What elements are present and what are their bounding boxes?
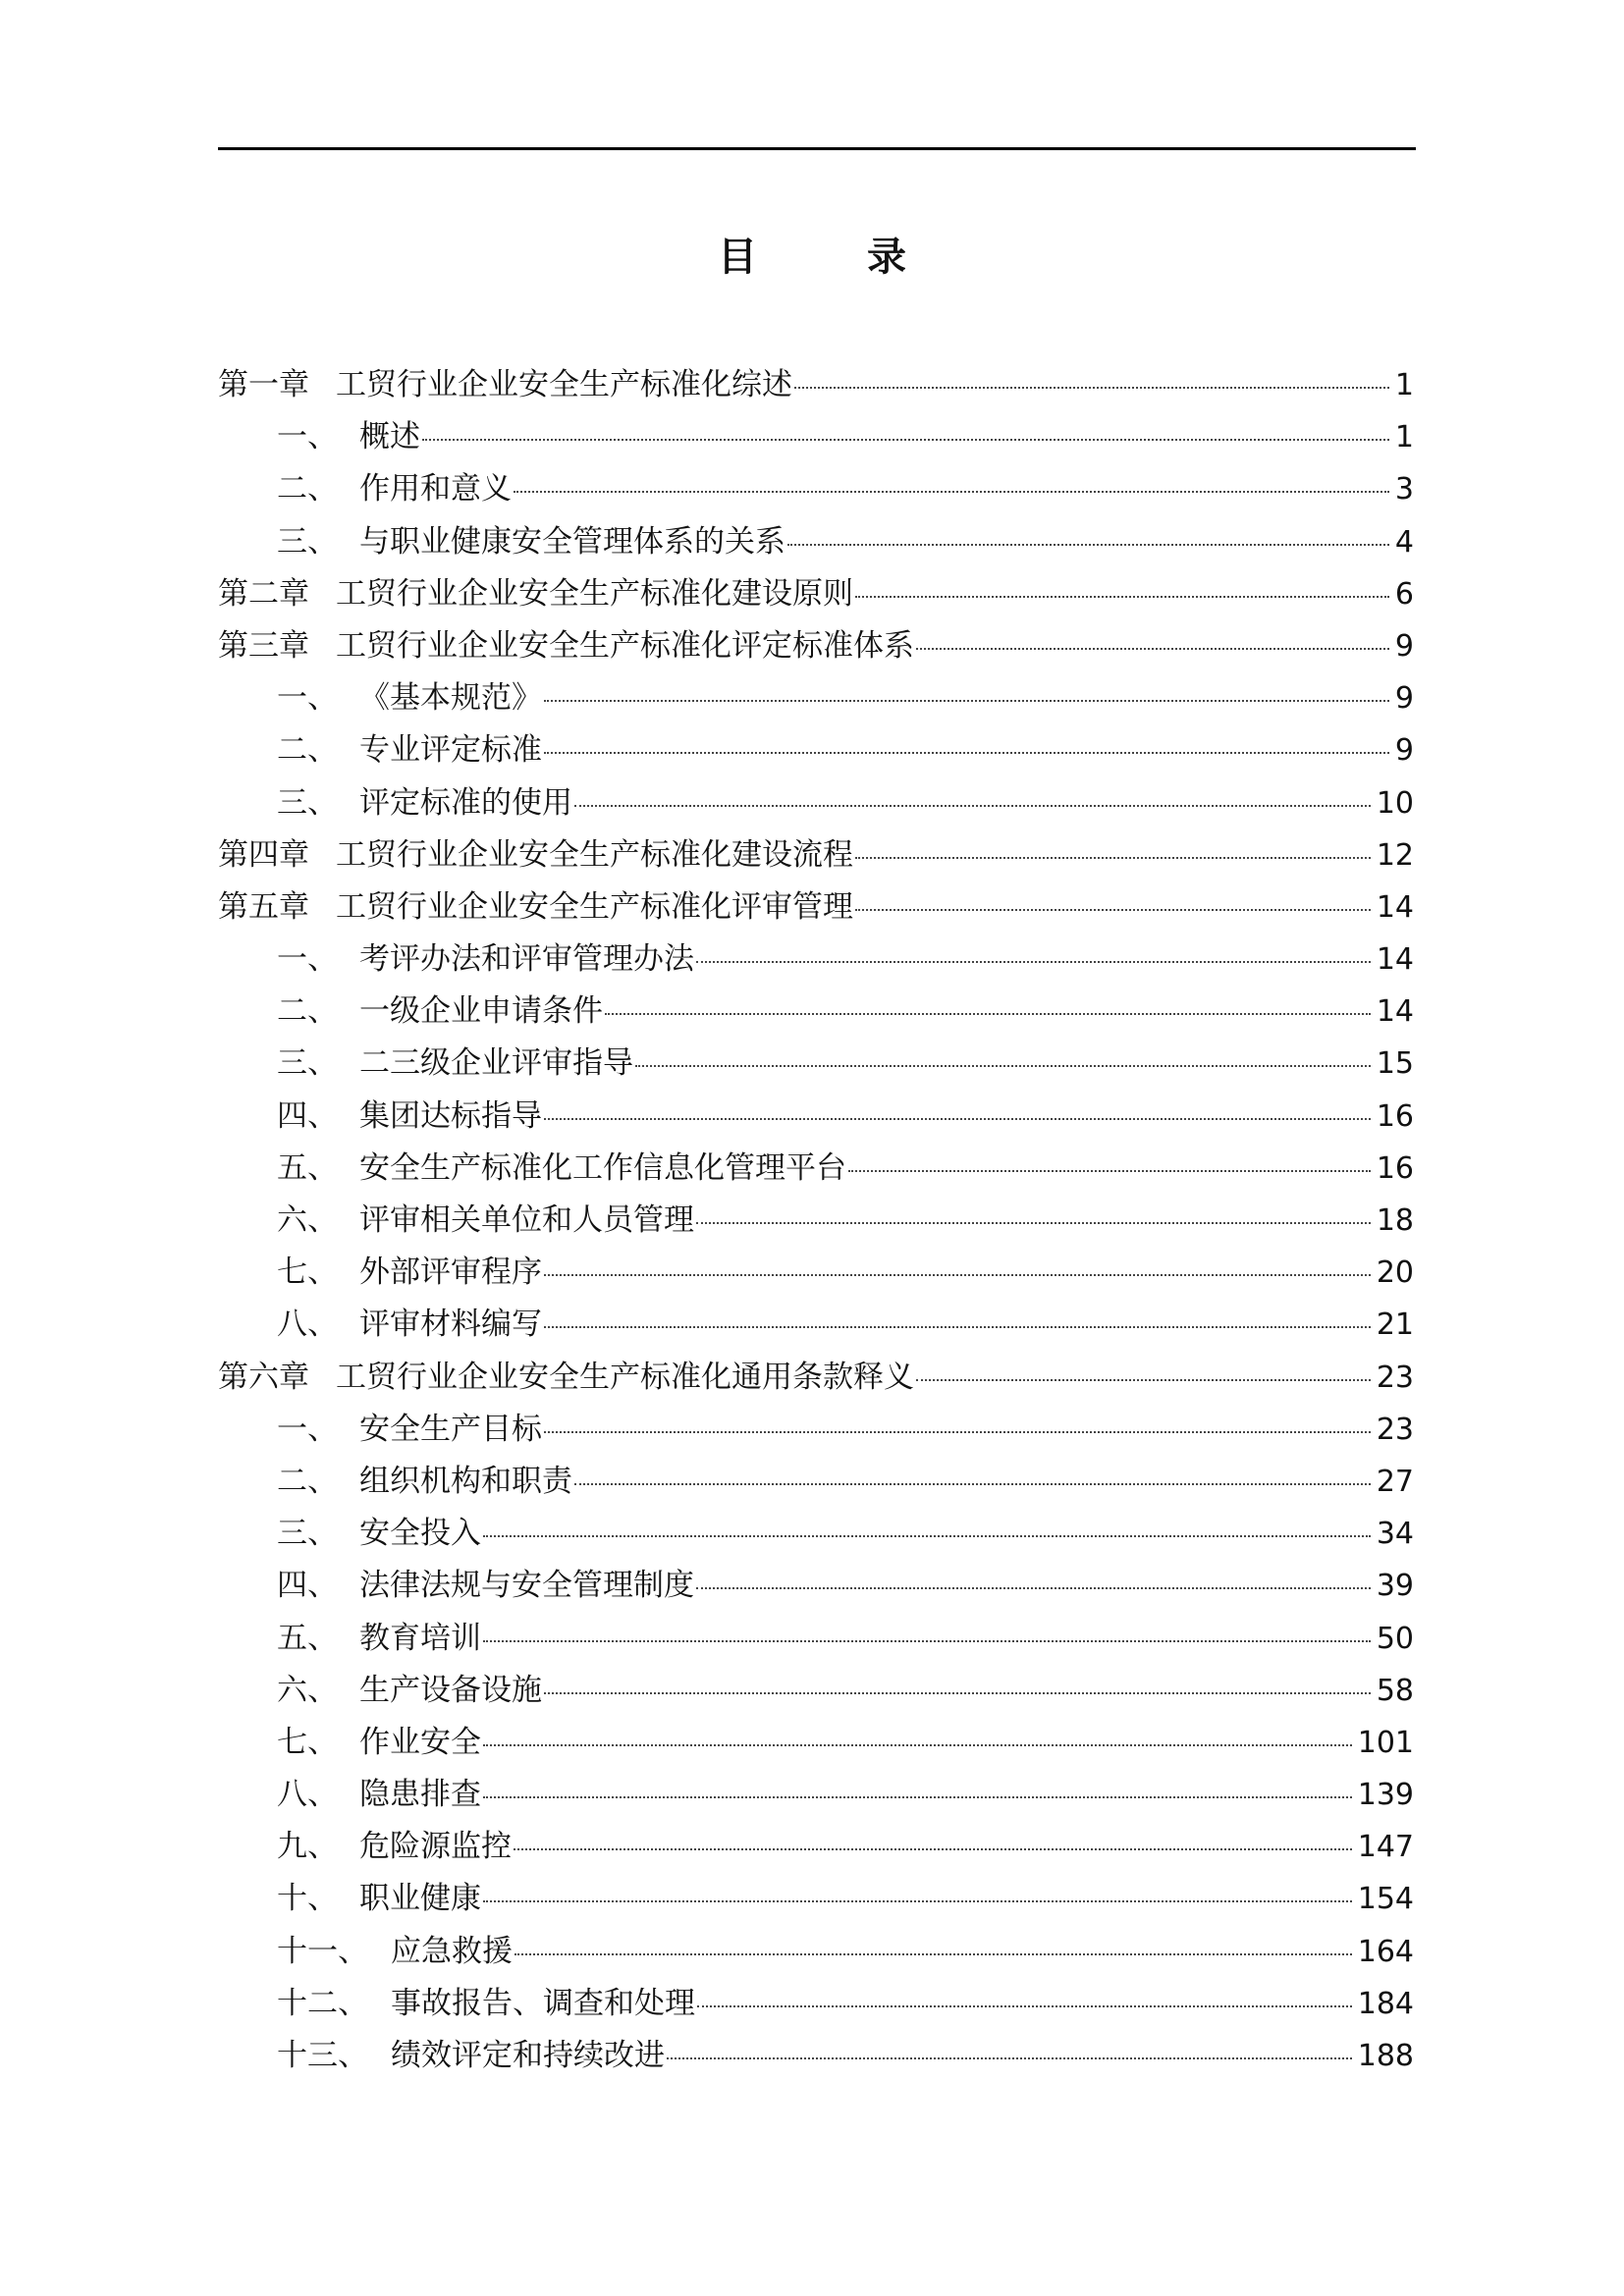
- toc-entry-title: 法律法规与安全管理制度: [359, 1568, 694, 1604]
- toc-page-number: 20: [1376, 1255, 1414, 1291]
- toc-dot-leader: [422, 439, 1389, 441]
- toc-section-entry[interactable]: [218, 1873, 1414, 1925]
- toc-section-entry[interactable]: [218, 1456, 1414, 1508]
- toc-entry-number: 第三章: [218, 627, 309, 664]
- toc-dot-leader: [574, 1483, 1371, 1485]
- toc-section-entry[interactable]: [218, 463, 1414, 515]
- toc-entry-number: 五、: [277, 1149, 338, 1186]
- toc-entry-number: 十一、: [277, 1933, 368, 1969]
- toc-entry-title: 危险源监控: [359, 1829, 512, 1865]
- toc-section-entry[interactable]: [218, 1038, 1414, 1090]
- toc-section-entry[interactable]: [218, 1821, 1414, 1873]
- toc-entry-title: 安全生产目标: [359, 1411, 542, 1447]
- toc-entry-title: 集团达标指导: [359, 1097, 542, 1134]
- toc-entry-number: 三、: [277, 1045, 338, 1082]
- toc-dot-leader: [544, 752, 1389, 754]
- toc-section-entry[interactable]: [218, 934, 1414, 986]
- toc-page-number: 58: [1376, 1673, 1414, 1708]
- toc-entry-number: 六、: [277, 1202, 338, 1238]
- toc-section-entry[interactable]: [218, 777, 1414, 829]
- toc-section-entry[interactable]: [218, 1143, 1414, 1195]
- toc-section-entry[interactable]: [218, 1299, 1414, 1351]
- toc-dot-leader: [514, 491, 1389, 493]
- toc-entry-title: 隐患排查: [359, 1777, 481, 1813]
- toc-entry-title: 生产设备设施: [359, 1672, 542, 1708]
- toc-section-entry[interactable]: [218, 1978, 1414, 2030]
- toc-entry-title: 工贸行业企业安全生产标准化综述: [336, 367, 792, 402]
- toc-entry-number: 六、: [277, 1672, 338, 1708]
- toc-entry-number: 九、: [277, 1829, 338, 1865]
- toc-page-number: 3: [1394, 472, 1414, 507]
- toc-page-number: 1: [1394, 368, 1414, 402]
- toc-chapter-entry[interactable]: [218, 1352, 1414, 1404]
- toc-chapter-entry[interactable]: [218, 829, 1414, 881]
- toc-entry-number: 十二、: [277, 1985, 368, 2021]
- toc-entry-number: 五、: [277, 1620, 338, 1656]
- toc-entry-title: 工贸行业企业安全生产标准化通用条款释义: [336, 1359, 914, 1395]
- toc-entry-number: 八、: [277, 1777, 338, 1813]
- toc-entry-title: 工贸行业企业安全生产标准化评审管理: [336, 888, 853, 925]
- toc-entry-number: 第一章: [218, 367, 309, 402]
- page-title: 目 录: [718, 234, 942, 280]
- toc-dot-leader: [696, 1222, 1371, 1224]
- toc-page-number: 6: [1394, 576, 1414, 612]
- toc-entry-title: 工贸行业企业安全生产标准化建设流程: [336, 836, 853, 873]
- toc-dot-leader: [483, 1744, 1352, 1746]
- toc-dot-leader: [696, 1587, 1371, 1589]
- toc-page-number: 23: [1376, 1360, 1414, 1395]
- toc-page-number: 16: [1376, 1150, 1414, 1186]
- toc-section-entry[interactable]: [218, 411, 1414, 463]
- toc-dot-leader: [544, 1431, 1371, 1433]
- toc-entry-title: 评审相关单位和人员管理: [359, 1202, 694, 1238]
- toc-entry-title: 职业健康: [359, 1881, 481, 1917]
- toc-page-number: 147: [1357, 1830, 1414, 1865]
- toc-page-number: 16: [1376, 1098, 1414, 1134]
- toc-section-entry[interactable]: [218, 1195, 1414, 1247]
- toc-entry-number: 二、: [277, 732, 338, 769]
- toc-entry-number: 第五章: [218, 888, 309, 925]
- toc-page-number: 9: [1394, 681, 1414, 717]
- toc-entry-number: 二、: [277, 993, 338, 1030]
- toc-section-entry[interactable]: [218, 2030, 1414, 2082]
- toc-chapter-entry[interactable]: [218, 881, 1414, 934]
- toc-section-entry[interactable]: [218, 1560, 1414, 1612]
- toc-dot-leader: [483, 1900, 1352, 1902]
- toc-page-number: 21: [1376, 1308, 1414, 1343]
- toc-entry-number: 一、: [277, 941, 338, 978]
- toc-page-number: 23: [1376, 1412, 1414, 1447]
- toc-dot-leader: [916, 1379, 1371, 1381]
- toc-entry-title: 考评办法和评审管理办法: [359, 941, 694, 978]
- toc-dot-leader: [483, 1796, 1352, 1798]
- toc-chapter-entry[interactable]: [218, 568, 1414, 620]
- toc-entry-title: 工贸行业企业安全生产标准化建设原则: [336, 575, 853, 612]
- toc-section-entry[interactable]: [218, 1091, 1414, 1143]
- toc-entry-title: 概述: [359, 419, 420, 455]
- toc-entry-number: 八、: [277, 1307, 338, 1343]
- toc-page-number: 12: [1376, 837, 1414, 873]
- toc-entry-title: 作业安全: [359, 1724, 481, 1760]
- toc-entry-title: 外部评审程序: [359, 1255, 542, 1291]
- toc-dot-leader: [794, 387, 1389, 389]
- table-of-contents: [218, 359, 1414, 2082]
- toc-dot-leader: [544, 1118, 1371, 1120]
- toc-entry-number: 二、: [277, 471, 338, 507]
- toc-section-entry[interactable]: [218, 1247, 1414, 1299]
- toc-entry-number: 第二章: [218, 575, 309, 612]
- toc-page-number: 188: [1357, 2039, 1414, 2073]
- toc-dot-leader: [483, 1640, 1371, 1642]
- toc-entry-number: 三、: [277, 784, 338, 821]
- toc-entry-title: 教育培训: [359, 1620, 481, 1656]
- toc-entry-title: 安全生产标准化工作信息化管理平台: [359, 1149, 846, 1186]
- toc-page-number: 14: [1376, 889, 1414, 925]
- toc-entry-number: 三、: [277, 523, 338, 560]
- toc-section-entry[interactable]: [218, 1769, 1414, 1821]
- toc-page-number: 164: [1357, 1934, 1414, 1969]
- toc-entry-title: 一级企业申请条件: [359, 993, 603, 1030]
- toc-dot-leader: [855, 857, 1371, 859]
- toc-entry-title: 绩效评定和持续改进: [391, 2038, 665, 2073]
- toc-entry-title: 《基本规范》: [359, 680, 542, 717]
- toc-section-entry[interactable]: [218, 1613, 1414, 1665]
- toc-section-entry[interactable]: [218, 724, 1414, 776]
- toc-dot-leader: [635, 1065, 1371, 1067]
- toc-page-number: 184: [1357, 1986, 1414, 2021]
- toc-entry-number: 三、: [277, 1516, 338, 1552]
- toc-entry-title: 事故报告、调查和处理: [391, 1985, 695, 2021]
- toc-entry-number: 十、: [277, 1881, 338, 1917]
- toc-section-entry[interactable]: [218, 1717, 1414, 1769]
- toc-entry-number: 七、: [277, 1724, 338, 1760]
- toc-entry-number: 四、: [277, 1097, 338, 1134]
- toc-dot-leader: [514, 1848, 1352, 1850]
- toc-entry-title: 评审材料编写: [359, 1307, 542, 1343]
- toc-entry-number: 七、: [277, 1255, 338, 1291]
- toc-section-entry[interactable]: [218, 516, 1414, 568]
- header-rule: [218, 147, 1416, 150]
- toc-page-number: 14: [1376, 942, 1414, 978]
- toc-chapter-entry[interactable]: [218, 620, 1414, 672]
- toc-chapter-entry[interactable]: [218, 359, 1414, 411]
- toc-entry-title: 安全投入: [359, 1516, 481, 1552]
- toc-page-number: 101: [1357, 1725, 1414, 1760]
- toc-section-entry[interactable]: [218, 1665, 1414, 1717]
- toc-entry-number: 第四章: [218, 836, 309, 873]
- toc-page-number: 15: [1376, 1046, 1414, 1082]
- toc-entry-number: 四、: [277, 1568, 338, 1604]
- toc-dot-leader: [696, 961, 1371, 963]
- toc-page-number: 1: [1394, 420, 1414, 455]
- toc-entry-number: 一、: [277, 1411, 338, 1447]
- toc-entry-title: 工贸行业企业安全生产标准化评定标准体系: [336, 627, 914, 664]
- toc-entry-title: 作用和意义: [359, 471, 512, 507]
- toc-dot-leader: [916, 648, 1389, 650]
- toc-dot-leader: [855, 909, 1371, 911]
- toc-dot-leader: [514, 1953, 1352, 1955]
- toc-dot-leader: [605, 1013, 1371, 1015]
- toc-dot-leader: [667, 2057, 1352, 2059]
- toc-entry-title: 二三级企业评审指导: [359, 1045, 633, 1082]
- toc-page-number: 39: [1376, 1569, 1414, 1604]
- toc-dot-leader: [483, 1535, 1371, 1537]
- toc-section-entry[interactable]: [218, 1404, 1414, 1456]
- toc-page-number: 14: [1376, 994, 1414, 1030]
- toc-dot-leader: [544, 1692, 1371, 1694]
- toc-page-number: 34: [1376, 1517, 1414, 1552]
- toc-section-entry[interactable]: [218, 986, 1414, 1038]
- toc-entry-number: 一、: [277, 680, 338, 717]
- toc-page-number: 4: [1394, 524, 1414, 560]
- toc-page-number: 9: [1394, 733, 1414, 769]
- toc-section-entry[interactable]: [218, 1926, 1414, 1978]
- toc-dot-leader: [848, 1170, 1371, 1172]
- toc-page-number: 154: [1357, 1882, 1414, 1917]
- toc-dot-leader: [544, 700, 1389, 702]
- toc-page-number: 10: [1376, 785, 1414, 821]
- toc-section-entry[interactable]: [218, 672, 1414, 724]
- toc-dot-leader: [855, 596, 1389, 598]
- toc-entry-title: 专业评定标准: [359, 732, 542, 769]
- toc-entry-number: 一、: [277, 419, 338, 455]
- toc-page-number: 139: [1357, 1778, 1414, 1813]
- toc-page-number: 9: [1394, 628, 1414, 664]
- toc-entry-number: 十三、: [277, 2038, 368, 2073]
- toc-section-entry[interactable]: [218, 1508, 1414, 1560]
- toc-entry-number: 二、: [277, 1463, 338, 1499]
- toc-page-number: 18: [1376, 1203, 1414, 1238]
- toc-entry-title: 与职业健康安全管理体系的关系: [359, 523, 785, 560]
- toc-page-number: 27: [1376, 1464, 1414, 1499]
- toc-dot-leader: [544, 1274, 1371, 1276]
- toc-dot-leader: [697, 2005, 1352, 2007]
- toc-dot-leader: [574, 805, 1371, 807]
- toc-dot-leader: [787, 544, 1389, 546]
- toc-entry-title: 组织机构和职责: [359, 1463, 572, 1499]
- toc-entry-title: 应急救援: [391, 1933, 513, 1969]
- toc-dot-leader: [544, 1326, 1371, 1328]
- toc-entry-number: 第六章: [218, 1359, 309, 1395]
- toc-entry-title: 评定标准的使用: [359, 784, 572, 821]
- toc-page-number: 50: [1376, 1621, 1414, 1656]
